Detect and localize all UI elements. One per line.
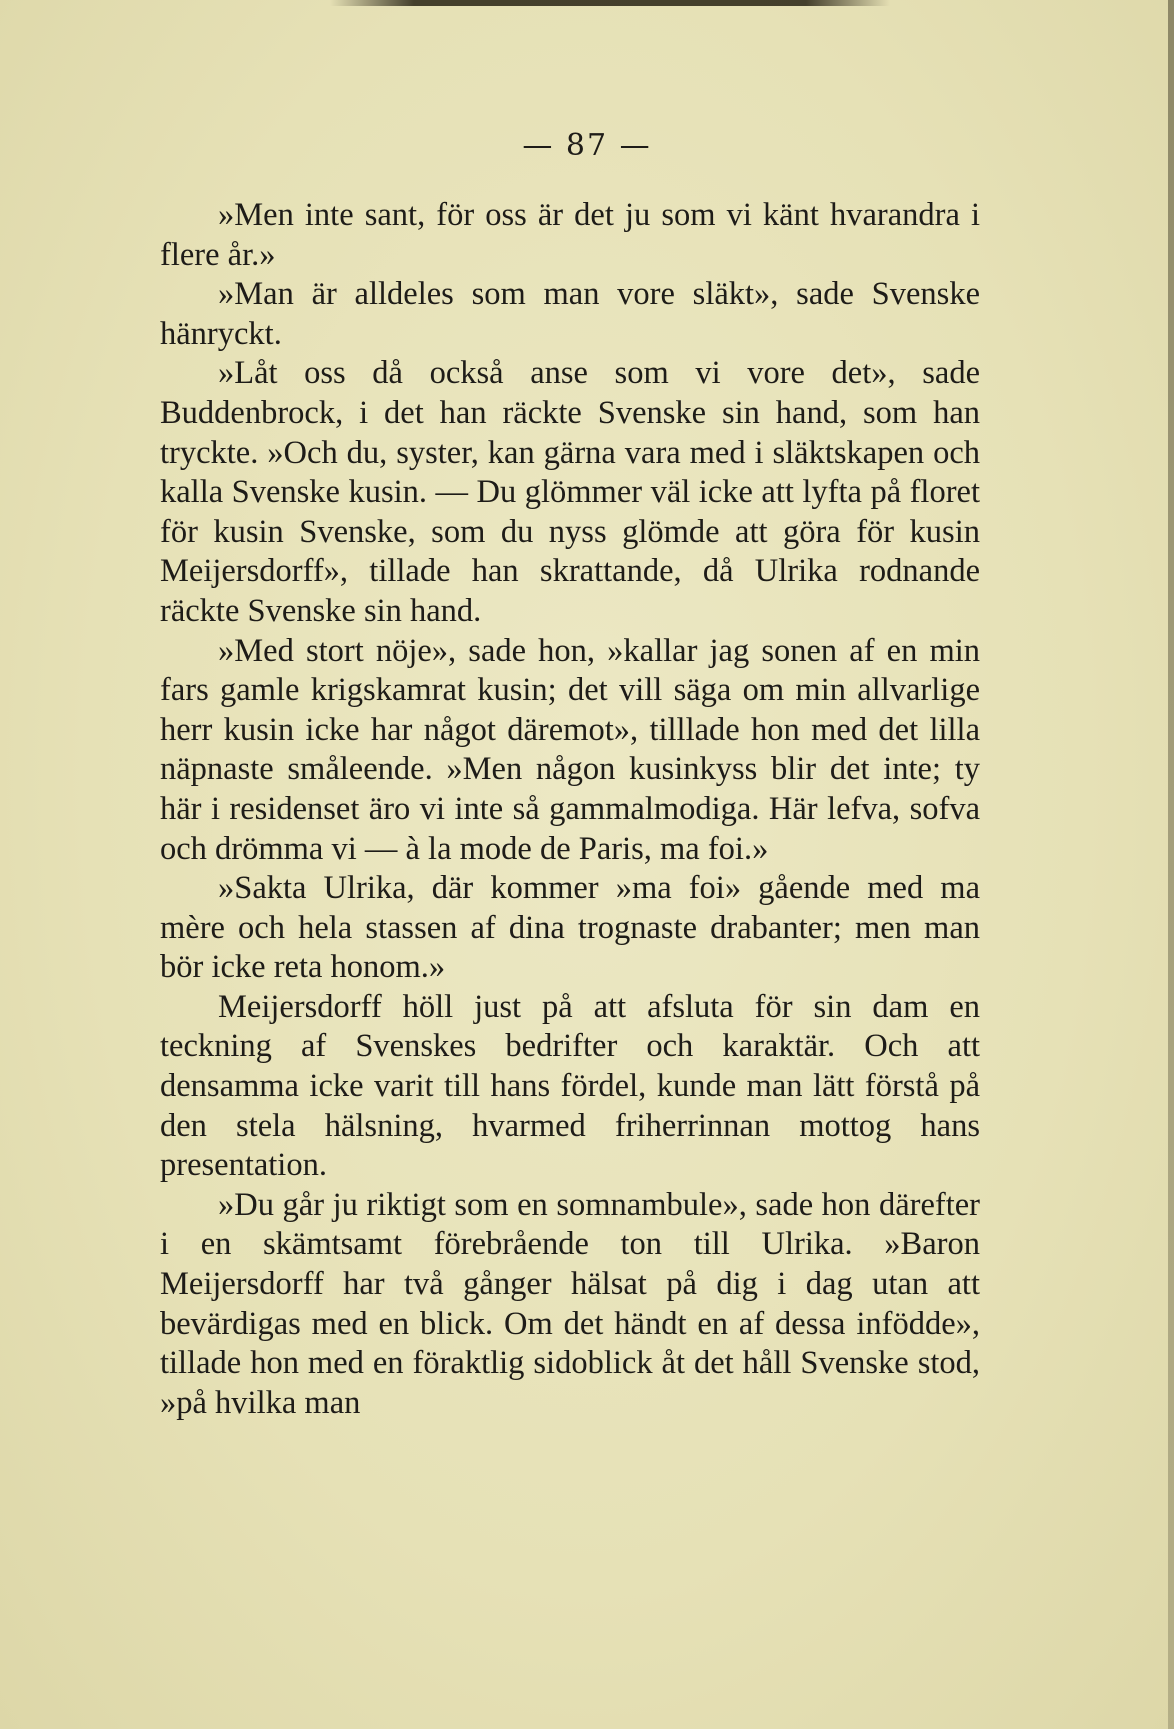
- paragraph: »Du går ju riktigt som en somnambule», sade hon därefter i en skämtsamt förebrående ton till Ulrika. »Baron Meijersdorff har två gånger hälsat på dig i dag utan att bevärdigas med en blick. Om det händt en af dessa infödde», tillade hon med en föraktlig sidoblick åt det håll Svenske stod, »på hvilka man: [160, 1186, 980, 1421]
- page-number: — 87 —: [522, 128, 652, 163]
- paragraph: »Sakta Ulrika, där kommer »ma foi» gående med ma mère och hela stassen af dina trognaste drabanter; men man bör icke reta honom.»: [160, 870, 980, 986]
- paragraph: »Men inte sant, för oss är det ju som vi känt hvarandra i flere år.»: [160, 197, 980, 273]
- body-text: [160, 196, 980, 1423]
- paragraph: »Man är alldeles som man vore släkt», sade Svenske hänryckt.: [160, 276, 980, 352]
- paragraph: »Låt oss då också anse som vi vore det», sade Buddenbrock, i det han räckte Svenske sin hand, som han tryckte. »Och du, syster, kan gärna vara med i släktskapen och kalla Svenske kusin. — Du glömmer väl icke att lyfta på floret för kusin Svenske, som du nyss glömde att göra för kusin Meijersdorff», tillade han skrattande, då Ulrika rodnande räckte Svenske sin hand.: [160, 355, 980, 629]
- page-right-edge-shadow: [1168, 0, 1174, 1729]
- paragraph: »Med stort nöje», sade hon, »kallar jag sonen af en min fars gamle krigskamrat kusin; det vill säga om min allvarlige herr kusin icke har något däremot», tilllade hon med det lilla näpnaste småleende. »Men någon kusinkyss blir det inte; ty här i residenset äro vi inte så gammalmodiga. Här lefva, sofva och drömma vi — à la mode de Paris, ma foi.»: [160, 632, 980, 867]
- paragraph: Meijersdorff höll just på att afsluta för sin dam en teckning af Svenskes bedrifter och karaktär. Och att densamma icke varit till hans fördel, kunde man lätt förstå på den stela hälsning, hvarmed friherrinnan mottog hans presentation.: [160, 988, 980, 1184]
- page-top-edge-shadow: [330, 0, 890, 6]
